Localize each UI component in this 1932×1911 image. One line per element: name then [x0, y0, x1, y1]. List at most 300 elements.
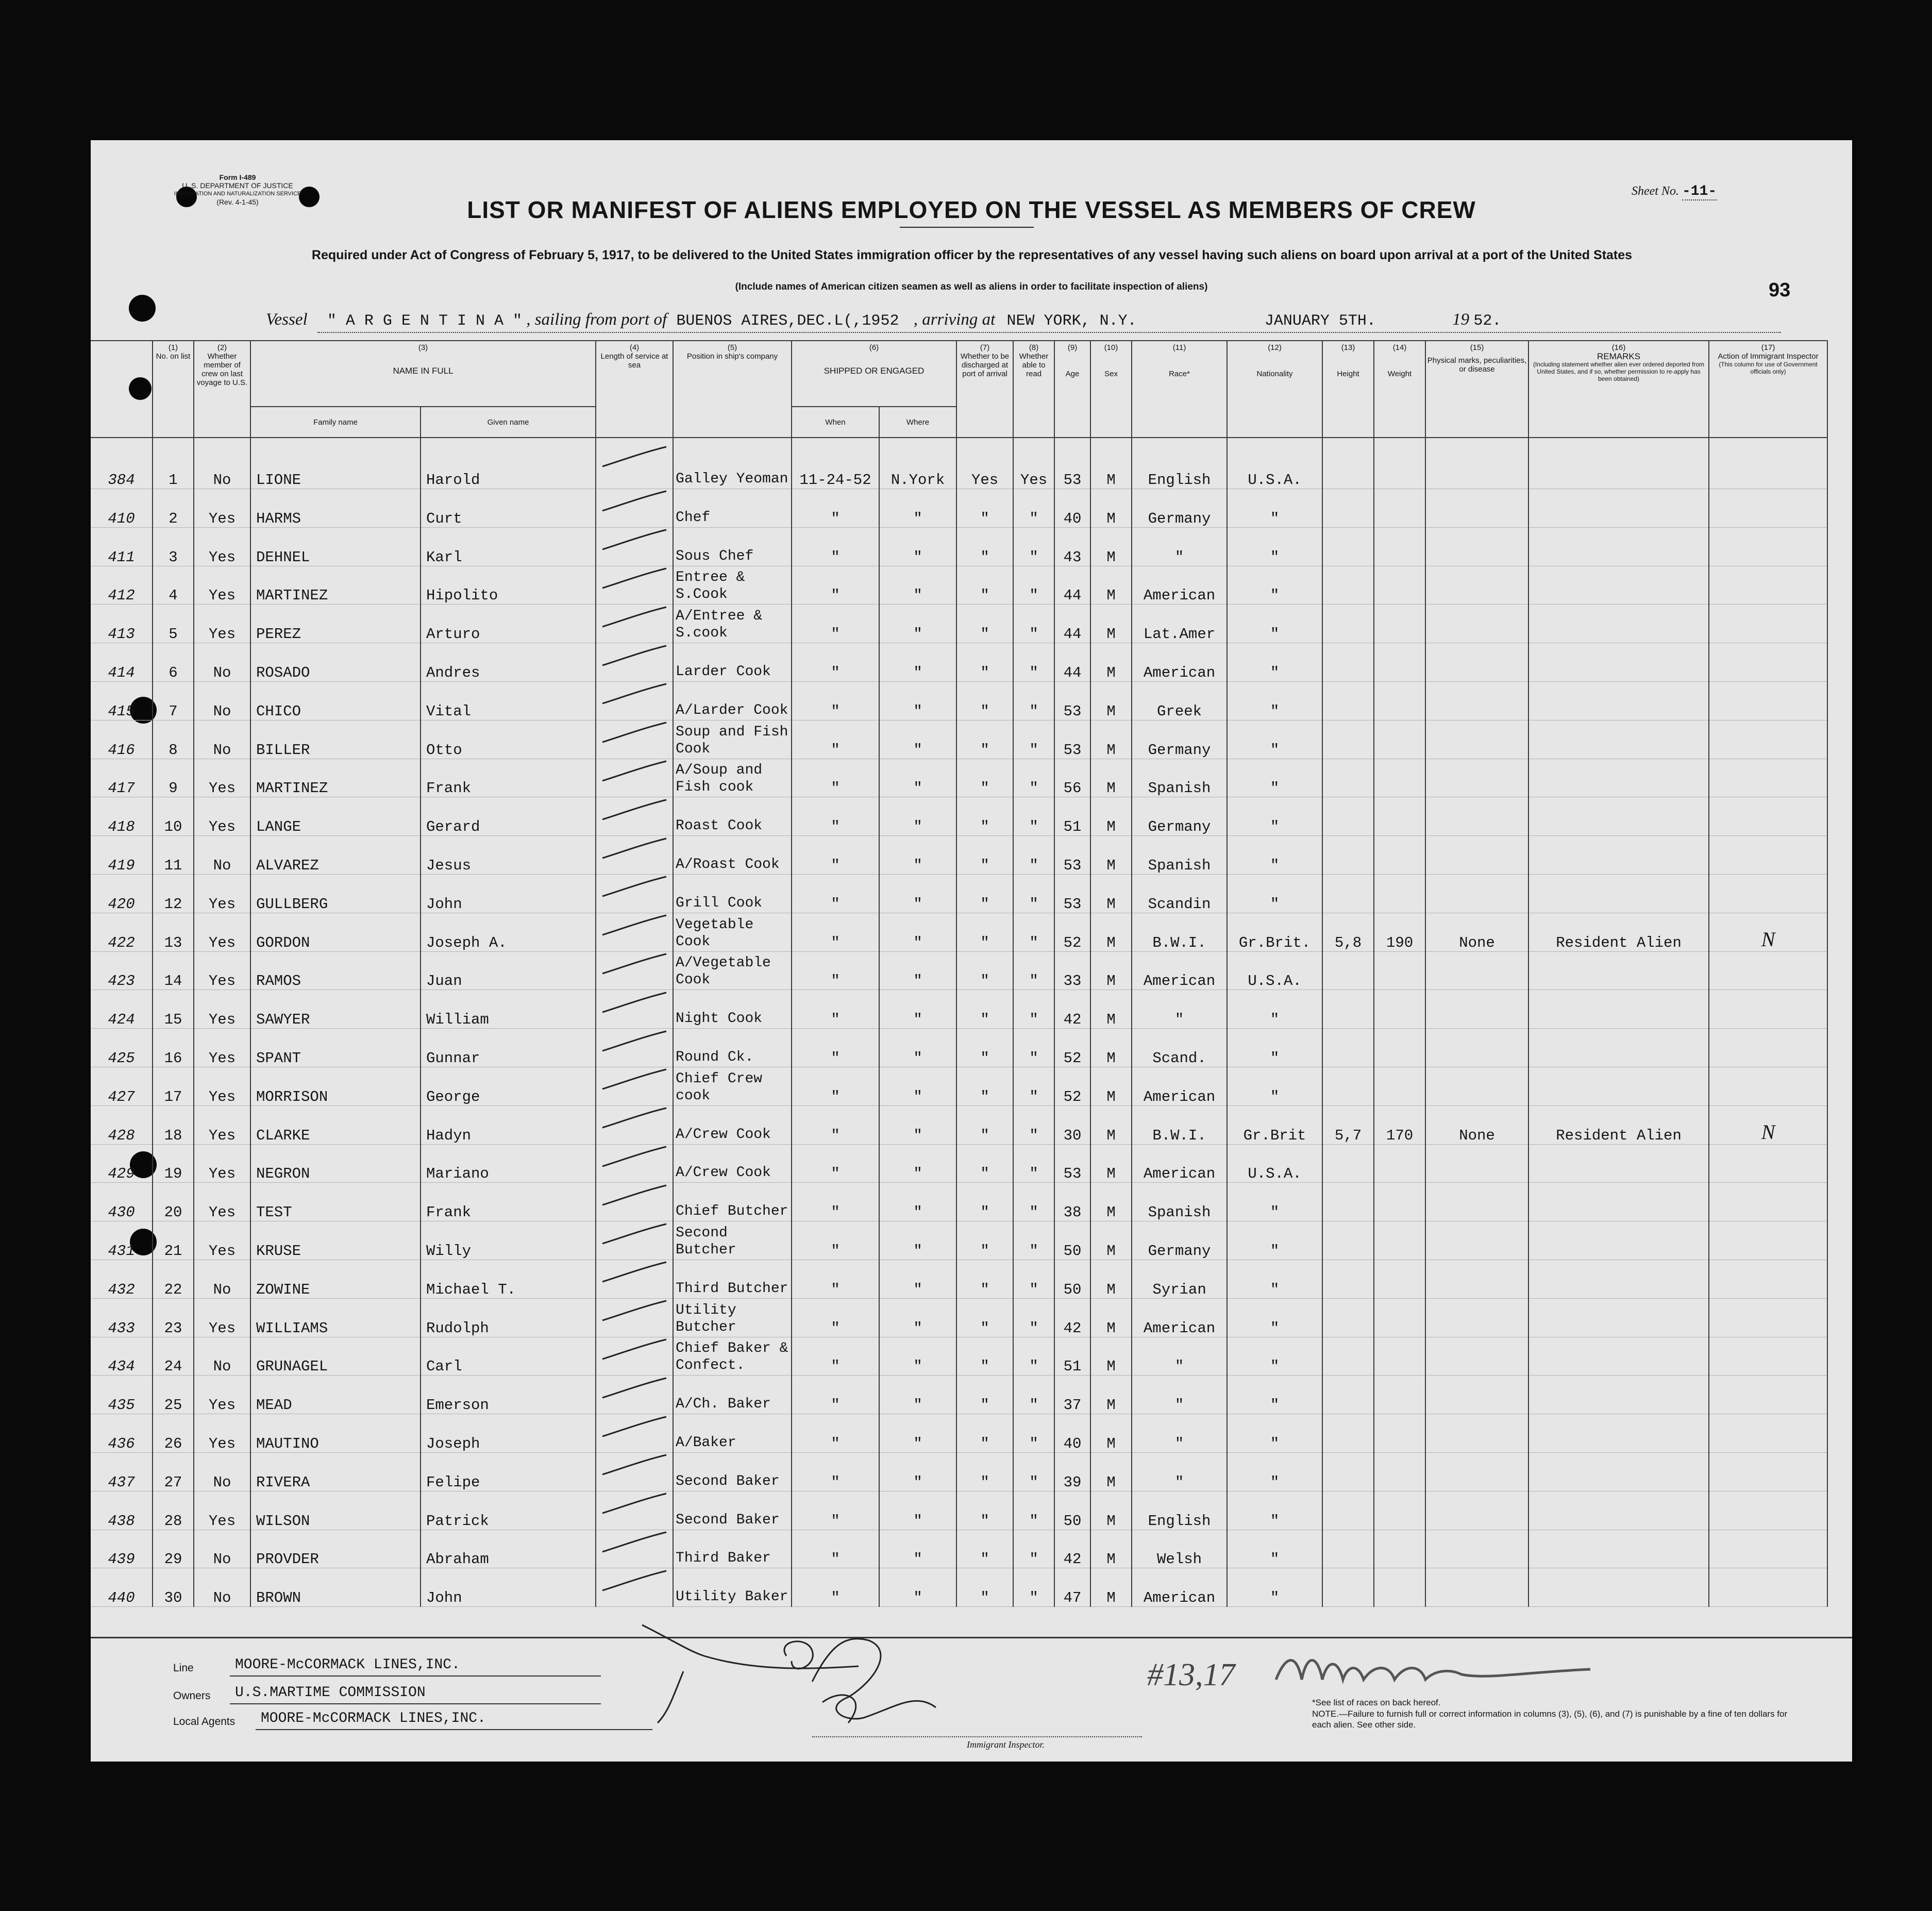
cell-age: 39 — [1054, 1452, 1090, 1491]
cell-remarks — [1528, 1530, 1709, 1568]
cell-weight — [1374, 1452, 1425, 1491]
cell-physical-marks — [1425, 1183, 1528, 1221]
cell-service-length — [596, 1260, 673, 1298]
cell-inspector-action: N — [1709, 1105, 1827, 1144]
table-row — [91, 1067, 1827, 1105]
cell-able-to-read: " — [1013, 720, 1054, 759]
cell-family-name: MARTINEZ — [250, 759, 421, 797]
col-sex-header: (10) Sex — [1090, 341, 1132, 438]
cell-file-number: 433 — [91, 1298, 153, 1337]
check-mark — [598, 446, 670, 477]
cell-service-length — [596, 643, 673, 682]
cell-last-voyage: Yes — [194, 913, 250, 951]
cell-given-name: John — [421, 874, 596, 913]
cell-physical-marks — [1425, 1067, 1528, 1105]
cell-last-voyage: Yes — [194, 1144, 250, 1183]
cell-last-voyage: No — [194, 720, 250, 759]
cell-shipped-when: " — [792, 527, 879, 566]
check-mark — [598, 1416, 670, 1447]
cell-inspector-action — [1709, 438, 1827, 489]
cell-sex: M — [1090, 836, 1132, 875]
table-row — [91, 913, 1827, 951]
cell-sex: M — [1090, 1337, 1132, 1376]
cell-able-to-read: " — [1013, 951, 1054, 990]
check-mark — [598, 1068, 670, 1099]
col-where-header: Where — [879, 407, 956, 438]
cell-service-length — [596, 1067, 673, 1105]
cell-last-voyage: No — [194, 1337, 250, 1376]
cell-shipped-where: " — [879, 1260, 956, 1298]
cell-file-number: 411 — [91, 527, 153, 566]
cell-shipped-where: " — [879, 1221, 956, 1260]
cell-shipped-when: " — [792, 566, 879, 605]
cell-shipped-when: " — [792, 605, 879, 643]
cell-discharged: " — [956, 1067, 1013, 1105]
cell-physical-marks — [1425, 759, 1528, 797]
cell-remarks — [1528, 874, 1709, 913]
table-row — [91, 1298, 1827, 1337]
cell-service-length — [596, 990, 673, 1029]
cell-list-number: 13 — [153, 913, 194, 951]
cell-discharged: " — [956, 527, 1013, 566]
cell-shipped-where: " — [879, 797, 956, 836]
cell-shipped-where: " — [879, 527, 956, 566]
cell-sex: M — [1090, 489, 1132, 528]
cell-service-length — [596, 527, 673, 566]
cell-family-name: MAUTINO — [250, 1414, 421, 1453]
cell-discharged: " — [956, 1530, 1013, 1568]
cell-weight — [1374, 1414, 1425, 1453]
cell-position: Sous Chef — [673, 527, 792, 566]
cell-remarks — [1528, 1414, 1709, 1453]
check-mark — [598, 1146, 670, 1177]
manifest-footer — [91, 1637, 1852, 1762]
cell-list-number: 15 — [153, 990, 194, 1029]
cell-race: Spanish — [1132, 759, 1227, 797]
cell-list-number: 12 — [153, 874, 194, 913]
page-subtitle: Required under Act of Congress of February 5, 1917, to be delivered to the United States immigration officer by the representatives of any vessel having such aliens on board upon arrival at a port of the United States — [311, 248, 1633, 262]
cell-shipped-where: " — [879, 1452, 956, 1491]
cell-height — [1322, 438, 1374, 489]
cell-race: " — [1132, 1452, 1227, 1491]
cell-age: 43 — [1054, 527, 1090, 566]
cell-sex: M — [1090, 951, 1132, 990]
cell-nationality: U.S.A. — [1227, 951, 1322, 990]
cell-able-to-read: " — [1013, 1452, 1054, 1491]
cell-physical-marks — [1425, 1452, 1528, 1491]
cell-position: Chef — [673, 489, 792, 528]
cell-weight — [1374, 951, 1425, 990]
cell-race: English — [1132, 438, 1227, 489]
cell-inspector-action — [1709, 643, 1827, 682]
cell-position: Night Cook — [673, 990, 792, 1029]
cell-file-number: 434 — [91, 1337, 153, 1376]
cell-discharged: " — [956, 913, 1013, 951]
cell-family-name: TEST — [250, 1183, 421, 1221]
cell-shipped-where: " — [879, 643, 956, 682]
cell-age: 42 — [1054, 1298, 1090, 1337]
cell-age: 47 — [1054, 1568, 1090, 1607]
col-name-header: (3) NAME IN FULL — [250, 341, 596, 407]
cell-family-name: HARMS — [250, 489, 421, 528]
cell-inspector-action — [1709, 527, 1827, 566]
cell-last-voyage: Yes — [194, 990, 250, 1029]
cell-race: American — [1132, 1144, 1227, 1183]
cell-service-length — [596, 1298, 673, 1337]
cell-race: Greek — [1132, 681, 1227, 720]
col-discharged-header: (7) Whether to be discharged at port of arrival — [956, 341, 1013, 438]
cell-remarks — [1528, 643, 1709, 682]
cell-file-number: 440 — [91, 1568, 153, 1607]
cell-shipped-when: " — [792, 1452, 879, 1491]
cell-family-name: GORDON — [250, 913, 421, 951]
cell-position: A/Entree & S.cook — [673, 605, 792, 643]
cell-shipped-when: " — [792, 913, 879, 951]
cell-weight — [1374, 759, 1425, 797]
cell-inspector-action — [1709, 1452, 1827, 1491]
cell-given-name: Felipe — [421, 1452, 596, 1491]
cell-file-number: 420 — [91, 874, 153, 913]
cell-shipped-when: " — [792, 1491, 879, 1530]
race-note: *See list of races on back hereof. — [1312, 1698, 1441, 1707]
table-row — [91, 1414, 1827, 1453]
cell-family-name: ZOWINE — [250, 1260, 421, 1298]
cell-physical-marks — [1425, 566, 1528, 605]
cell-inspector-action — [1709, 1029, 1827, 1067]
cell-discharged: " — [956, 1414, 1013, 1453]
cell-shipped-when: " — [792, 1376, 879, 1414]
cell-sex: M — [1090, 1183, 1132, 1221]
cell-height — [1322, 1067, 1374, 1105]
cell-file-number: 414 — [91, 643, 153, 682]
cell-remarks — [1528, 438, 1709, 489]
cell-last-voyage: Yes — [194, 1221, 250, 1260]
cell-given-name: Andres — [421, 643, 596, 682]
cell-height: 5,7 — [1322, 1105, 1374, 1144]
table-row — [91, 951, 1827, 990]
check-mark — [598, 837, 670, 868]
cell-height — [1322, 605, 1374, 643]
cell-inspector-action — [1709, 1260, 1827, 1298]
cell-family-name: PROVDER — [250, 1530, 421, 1568]
owners-underline — [230, 1703, 601, 1704]
cell-race: American — [1132, 1568, 1227, 1607]
cell-last-voyage: No — [194, 1568, 250, 1607]
cell-weight — [1374, 836, 1425, 875]
cell-remarks — [1528, 990, 1709, 1029]
check-mark — [598, 876, 670, 907]
cell-list-number: 22 — [153, 1260, 194, 1298]
cell-service-length — [596, 1105, 673, 1144]
cell-remarks — [1528, 759, 1709, 797]
cell-race: Spanish — [1132, 836, 1227, 875]
cell-service-length — [596, 1376, 673, 1414]
cell-given-name: Patrick — [421, 1491, 596, 1530]
cell-last-voyage: No — [194, 681, 250, 720]
cell-inspector-action — [1709, 605, 1827, 643]
agents-underline — [256, 1729, 652, 1730]
cell-position: Vegetable Cook — [673, 913, 792, 951]
cell-list-number: 20 — [153, 1183, 194, 1221]
cell-race: American — [1132, 1298, 1227, 1337]
cell-shipped-where: N.York — [879, 438, 956, 489]
cell-given-name: Harold — [421, 438, 596, 489]
cell-last-voyage: Yes — [194, 874, 250, 913]
cell-discharged: " — [956, 1183, 1013, 1221]
cell-shipped-where: " — [879, 1105, 956, 1144]
cell-sex: M — [1090, 797, 1132, 836]
cell-last-voyage: No — [194, 438, 250, 489]
cell-discharged: " — [956, 1568, 1013, 1607]
cell-age: 53 — [1054, 1144, 1090, 1183]
cell-weight — [1374, 720, 1425, 759]
cell-file-number: 419 — [91, 836, 153, 875]
cell-race: Germany — [1132, 797, 1227, 836]
cell-service-length — [596, 1144, 673, 1183]
cell-given-name: William — [421, 990, 596, 1029]
cell-inspector-action — [1709, 1298, 1827, 1337]
cell-physical-marks — [1425, 836, 1528, 875]
table-row — [91, 566, 1827, 605]
cell-able-to-read: " — [1013, 566, 1054, 605]
col-read-header: (8) Whether able to read — [1013, 341, 1054, 438]
cell-given-name: Abraham — [421, 1530, 596, 1568]
cell-able-to-read: " — [1013, 681, 1054, 720]
cell-shipped-where: " — [879, 1337, 956, 1376]
cell-weight — [1374, 1067, 1425, 1105]
cell-service-length — [596, 681, 673, 720]
check-mark — [598, 606, 670, 637]
cell-service-length — [596, 1452, 673, 1491]
cell-list-number: 7 — [153, 681, 194, 720]
cell-last-voyage: Yes — [194, 1067, 250, 1105]
cell-inspector-action — [1709, 1337, 1827, 1376]
cell-sex: M — [1090, 1067, 1132, 1105]
table-row — [91, 1530, 1827, 1568]
cell-service-length — [596, 720, 673, 759]
cell-height — [1322, 1260, 1374, 1298]
cell-weight — [1374, 1568, 1425, 1607]
cell-service-length — [596, 1414, 673, 1453]
arrival-port: NEW YORK, N.Y. — [1006, 312, 1137, 330]
cell-age: 50 — [1054, 1491, 1090, 1530]
cell-list-number: 10 — [153, 797, 194, 836]
cell-given-name: Juan — [421, 951, 596, 990]
cell-sex: M — [1090, 1568, 1132, 1607]
cell-shipped-where: " — [879, 990, 956, 1029]
cell-family-name: LIONE — [250, 438, 421, 489]
cell-physical-marks — [1425, 1221, 1528, 1260]
cell-shipped-when: " — [792, 1260, 879, 1298]
cell-file-number: 424 — [91, 990, 153, 1029]
cell-age: 30 — [1054, 1105, 1090, 1144]
cell-file-number: 437 — [91, 1452, 153, 1491]
cell-list-number: 21 — [153, 1221, 194, 1260]
cell-shipped-where: " — [879, 566, 956, 605]
cell-service-length — [596, 951, 673, 990]
cell-discharged: " — [956, 566, 1013, 605]
cell-weight — [1374, 438, 1425, 489]
col-given-name-header: Given name — [421, 407, 596, 438]
cell-able-to-read: " — [1013, 1530, 1054, 1568]
cell-discharged: " — [956, 1144, 1013, 1183]
cell-given-name: Jesus — [421, 836, 596, 875]
cell-family-name: DEHNEL — [250, 527, 421, 566]
cell-list-number: 5 — [153, 605, 194, 643]
cell-age: 53 — [1054, 438, 1090, 489]
cell-given-name: Hadyn — [421, 1105, 596, 1144]
cell-shipped-when: 11-24-52 — [792, 438, 879, 489]
cell-weight — [1374, 1183, 1425, 1221]
cell-physical-marks: None — [1425, 1105, 1528, 1144]
table-row — [91, 1221, 1827, 1260]
cell-shipped-when: " — [792, 1144, 879, 1183]
cell-family-name: CHICO — [250, 681, 421, 720]
col-file-header — [91, 341, 153, 438]
cell-position: A/Ch. Baker — [673, 1376, 792, 1414]
cell-service-length — [596, 797, 673, 836]
cell-shipped-when: " — [792, 1105, 879, 1144]
col-service-header: (4) Length of service at sea — [596, 341, 673, 438]
col-race-header: (11) Race* — [1132, 341, 1227, 438]
cell-nationality: " — [1227, 1183, 1322, 1221]
cell-physical-marks — [1425, 1491, 1528, 1530]
penalty-note: NOTE.—Failure to furnish full or correct information in columns (3), (5), (6), and (7) is punishable by a fine of ten dollars for each alien. See other side. — [1312, 1709, 1788, 1730]
line-label: Line — [173, 1662, 194, 1674]
cell-file-number: 413 — [91, 605, 153, 643]
cell-nationality: " — [1227, 681, 1322, 720]
cell-race: English — [1132, 1491, 1227, 1530]
cell-sex: M — [1090, 1144, 1132, 1183]
cell-nationality: " — [1227, 527, 1322, 566]
cell-race: American — [1132, 951, 1227, 990]
cell-file-number: 416 — [91, 720, 153, 759]
cell-given-name: Frank — [421, 759, 596, 797]
cell-discharged: " — [956, 1337, 1013, 1376]
cell-service-length — [596, 836, 673, 875]
cell-age: 52 — [1054, 913, 1090, 951]
cell-remarks — [1528, 1491, 1709, 1530]
cell-discharged: " — [956, 643, 1013, 682]
cell-discharged: " — [956, 605, 1013, 643]
col-remarks-header: (16) REMARKS (Including statement whether alien ever ordered deported from United States, and if so, whether permission to re-apply has been obtained) — [1528, 341, 1709, 438]
cell-position: Second Baker — [673, 1491, 792, 1530]
cell-shipped-where: " — [879, 1530, 956, 1568]
cell-list-number: 6 — [153, 643, 194, 682]
check-mark — [598, 1030, 670, 1061]
cell-physical-marks — [1425, 527, 1528, 566]
cell-race: " — [1132, 990, 1227, 1029]
cell-sex: M — [1090, 1260, 1132, 1298]
cell-race: American — [1132, 1067, 1227, 1105]
inspector-underline — [812, 1736, 1142, 1737]
cell-sex: M — [1090, 1452, 1132, 1491]
cell-height — [1322, 759, 1374, 797]
check-mark — [598, 1223, 670, 1254]
cell-last-voyage: Yes — [194, 1491, 250, 1530]
cell-family-name: PEREZ — [250, 605, 421, 643]
cell-sex: M — [1090, 1376, 1132, 1414]
cell-family-name: RIVERA — [250, 1452, 421, 1491]
cell-sex: M — [1090, 527, 1132, 566]
cell-inspector-action: N — [1709, 913, 1827, 951]
cell-shipped-where: " — [879, 1183, 956, 1221]
col-weight-header: (14) Weight — [1374, 341, 1425, 438]
cell-nationality: " — [1227, 1452, 1322, 1491]
cell-given-name: Michael T. — [421, 1260, 596, 1298]
cell-height — [1322, 1568, 1374, 1607]
cell-inspector-action — [1709, 681, 1827, 720]
cell-last-voyage: Yes — [194, 1105, 250, 1144]
cell-age: 38 — [1054, 1183, 1090, 1221]
cell-remarks — [1528, 527, 1709, 566]
cell-last-voyage: Yes — [194, 489, 250, 528]
cell-able-to-read: " — [1013, 1105, 1054, 1144]
cell-shipped-when: " — [792, 951, 879, 990]
cell-shipped-where: " — [879, 1144, 956, 1183]
cell-weight — [1374, 527, 1425, 566]
col-action-header: (17) Action of Immigrant Inspector (This column for use of Government officials only) — [1709, 341, 1827, 438]
vessel-name: " A R G E N T I N A " — [327, 312, 522, 330]
agents-value: MOORE-McCORMACK LINES,INC. — [261, 1711, 486, 1726]
cell-file-number: 431 — [91, 1221, 153, 1260]
cell-remarks — [1528, 1029, 1709, 1067]
cell-nationality: " — [1227, 1221, 1322, 1260]
cell-weight — [1374, 1530, 1425, 1568]
col-shipped-header: (6) SHIPPED OR ENGAGED — [792, 341, 956, 407]
line-underline — [230, 1675, 601, 1677]
table-row — [91, 1491, 1827, 1530]
cell-nationality: " — [1227, 1568, 1322, 1607]
cell-service-length — [596, 874, 673, 913]
cell-sex: M — [1090, 1530, 1132, 1568]
cell-physical-marks — [1425, 489, 1528, 528]
cell-height — [1322, 527, 1374, 566]
cell-discharged: " — [956, 1298, 1013, 1337]
cell-nationality: " — [1227, 1067, 1322, 1105]
cell-service-length — [596, 1491, 673, 1530]
crew-manifest-table — [91, 340, 1828, 1607]
col-list-number-header: (1) No. on list — [153, 341, 194, 438]
cell-able-to-read: " — [1013, 643, 1054, 682]
cell-age: 44 — [1054, 566, 1090, 605]
cell-given-name: Gunnar — [421, 1029, 596, 1067]
cell-age: 51 — [1054, 797, 1090, 836]
table-row — [91, 720, 1827, 759]
cell-remarks — [1528, 489, 1709, 528]
table-row — [91, 489, 1827, 528]
line-value: MOORE-McCORMACK LINES,INC. — [235, 1657, 460, 1673]
cell-last-voyage: Yes — [194, 1414, 250, 1453]
handwritten-scrawl — [1271, 1644, 1601, 1705]
cell-age: 33 — [1054, 951, 1090, 990]
cell-height — [1322, 1337, 1374, 1376]
cell-nationality: " — [1227, 1414, 1322, 1453]
cell-position: Chief Crew cook — [673, 1067, 792, 1105]
table-row — [91, 438, 1827, 489]
cell-file-number: 422 — [91, 913, 153, 951]
cell-service-length — [596, 1337, 673, 1376]
page-number: 93 — [1769, 279, 1791, 301]
cell-shipped-when: " — [792, 1298, 879, 1337]
cell-service-length — [596, 438, 673, 489]
cell-race: Spanish — [1132, 1183, 1227, 1221]
cell-remarks — [1528, 720, 1709, 759]
cell-race: Scandin — [1132, 874, 1227, 913]
cell-given-name: Joseph — [421, 1414, 596, 1453]
col-when-header: When — [792, 407, 879, 438]
cell-given-name: Hipolito — [421, 566, 596, 605]
